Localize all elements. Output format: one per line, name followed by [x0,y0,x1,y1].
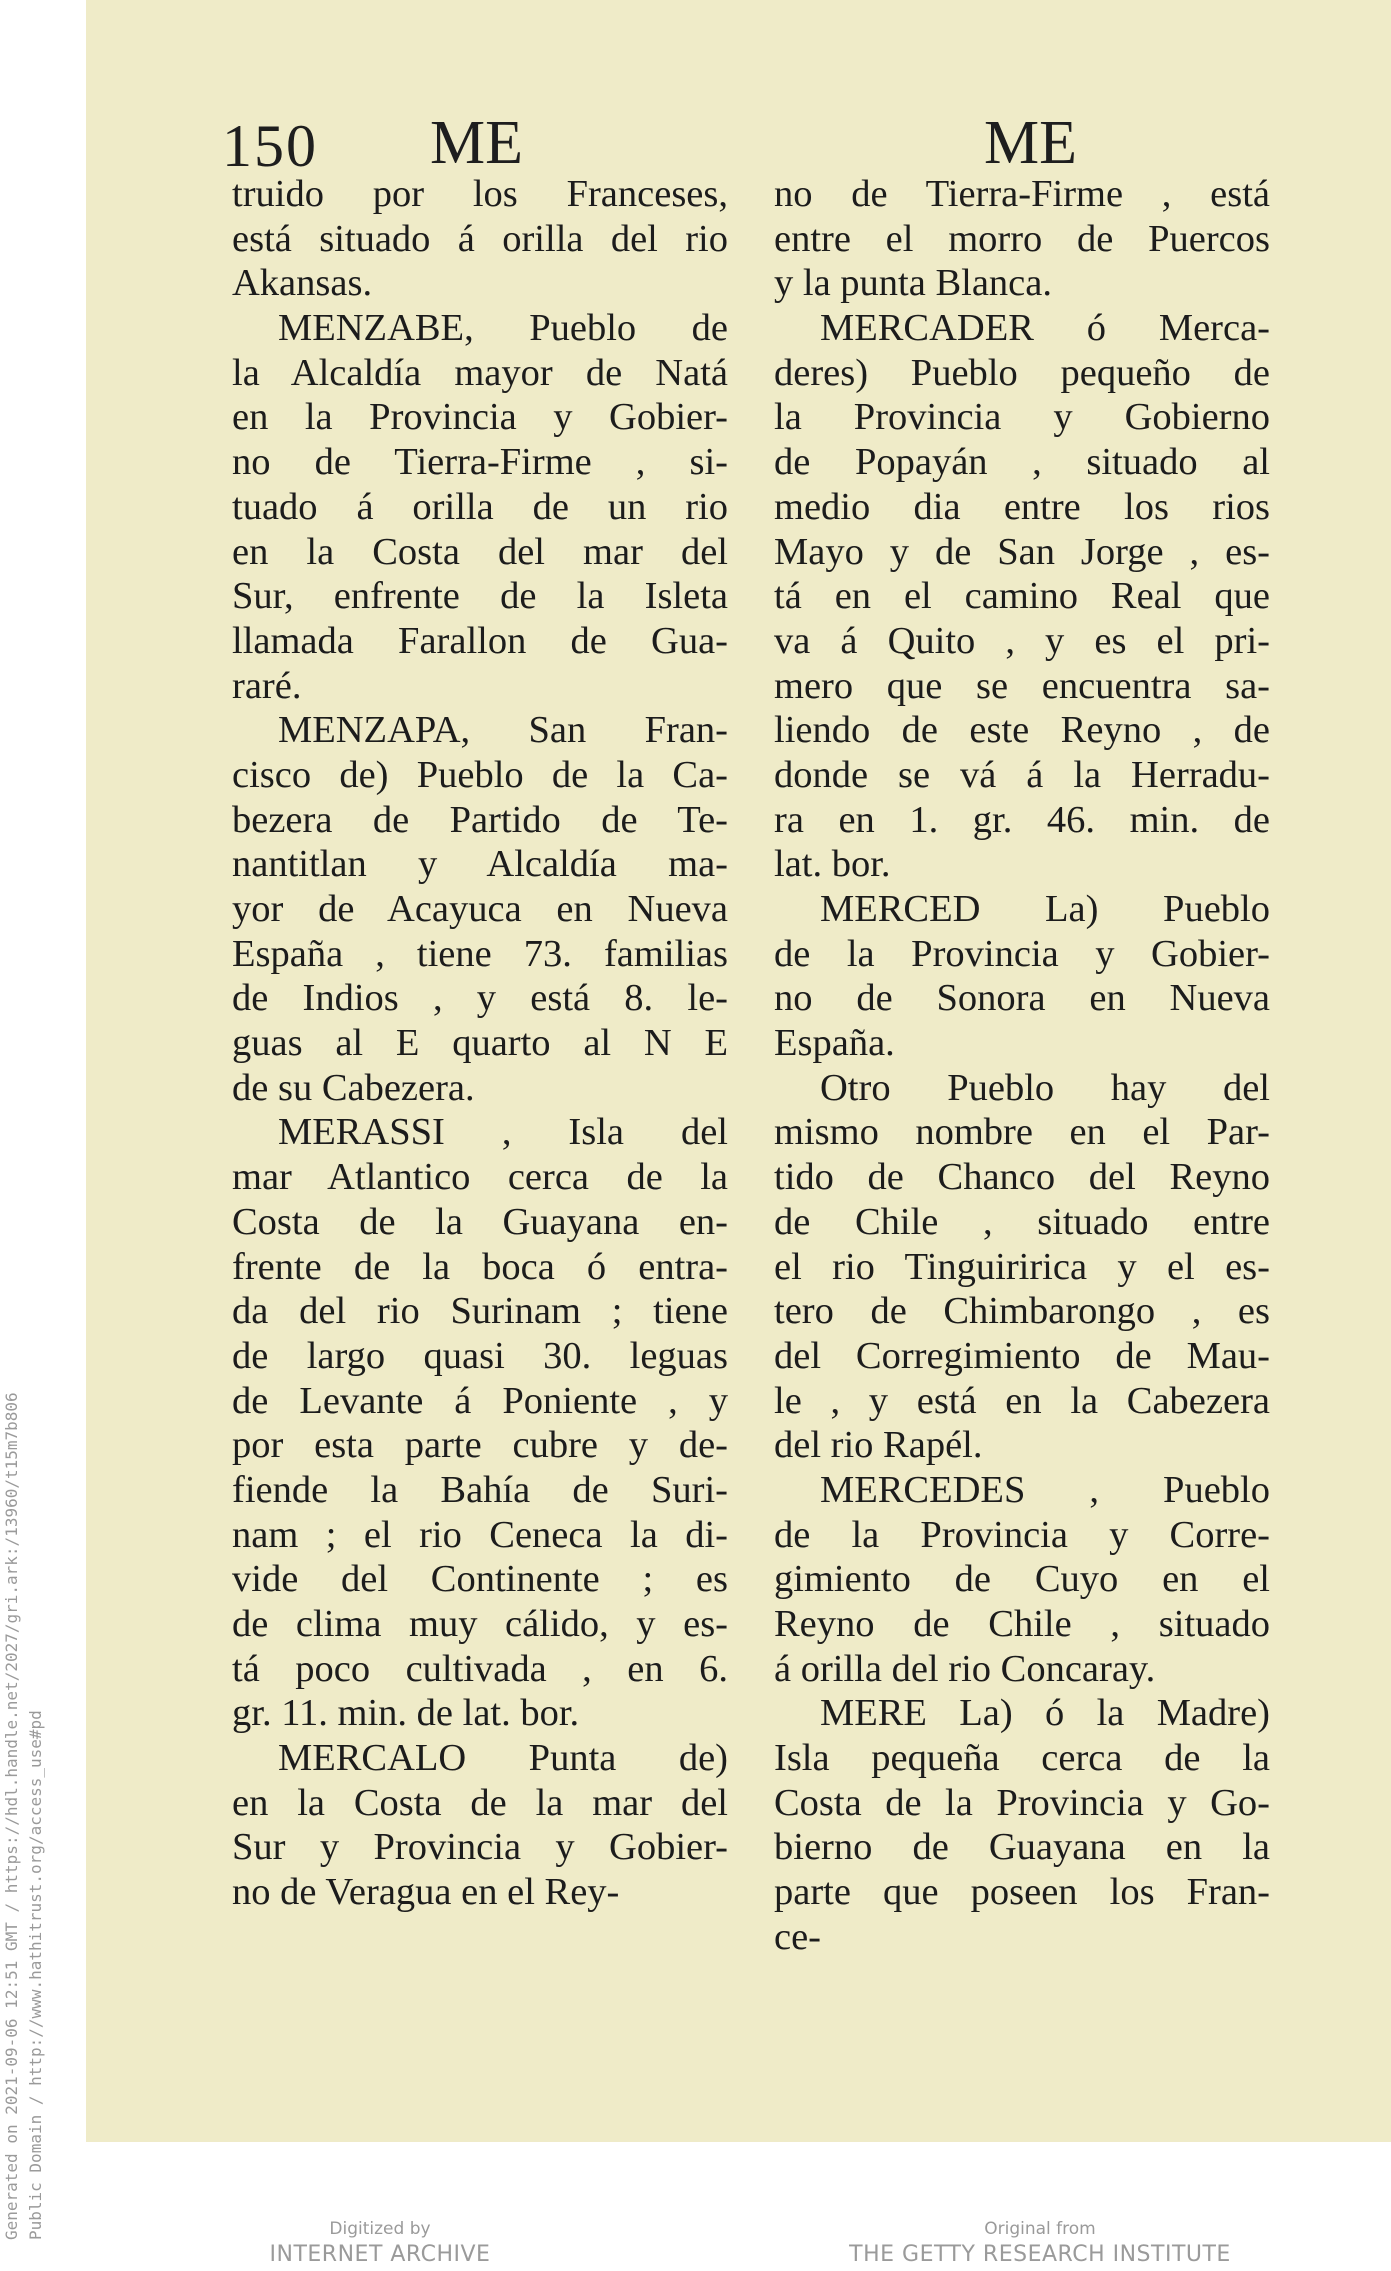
text-line: de Levante á Poniente , y [232,1379,728,1422]
digitizer-credit [220,2218,540,2270]
text-line: en la Costa del mar del [232,530,728,573]
internet-archive-label: INTERNET ARCHIVE [269,2242,491,2267]
text-line: tuado á orilla de un rio [232,485,728,528]
text-line: nam ; el rio Ceneca la di- [232,1513,728,1556]
text-line: España , tiene 73. familias [232,932,728,975]
text-line: raré. [232,664,302,707]
text-line: de la Provincia y Gobier- [774,932,1270,975]
text-line: de su Cabezera. [232,1066,475,1109]
getty-institute-label: THE GETTY RESEARCH INSTITUTE [849,2242,1231,2267]
text-line: tá poco cultivada , en 6. [232,1647,728,1690]
text-line: la Provincia y Gobierno [774,396,1270,439]
text-line: deres) Pueblo pequeño de [774,351,1270,394]
text-line: mero que se encuentra sa- [774,664,1270,707]
text-line: no de Veragua en el Rey- [232,1871,620,1914]
text-line: de largo quasi 30. leguas [232,1334,728,1377]
text-line: medio dia entre los rios [774,485,1270,528]
text-line: MERCED La) Pueblo [820,888,1270,930]
text-line: MERASSI , Isla del [278,1111,728,1154]
text-line: tá en el camino Real que [774,575,1270,618]
text-line: está situado á orilla del rio [232,217,728,260]
text-line: le , y está en la Cabezera [774,1379,1270,1422]
text-line: MERE La) ó la Madre) [820,1692,1270,1735]
text-line: va á Quito , y es el pri- [774,619,1270,662]
original-from-label: Original from [984,2219,1096,2239]
generation-note [0,1090,48,2240]
generation-note-line: Generated on 2021-09-06 12:51 GMT / https://hdl.handle.net/2027/gri.ark:/13960/t15m7b806 [2,1392,21,2240]
text-line: mar Atlantico cerca de la [232,1156,728,1199]
page-number: 150 [222,113,318,179]
text-line: y la punta Blanca. [774,262,1052,305]
text-line: Reyno de Chile , situado [774,1603,1270,1645]
text-line: truido por los Franceses, [232,173,728,215]
text-line: donde se vá á la Herradu- [774,753,1270,796]
text-line: no de Tierra-Firme , está [774,173,1270,215]
text-line: Costa de la Provincia y Go- [774,1781,1270,1824]
text-line: lat. bor. [774,843,891,886]
text-line: no de Tierra-Firme , si- [232,441,728,484]
text-line: á orilla del rio Concaray. [774,1647,1156,1690]
text-line: vide del Continente ; es [232,1558,728,1601]
text-line: llamada Farallon de Gua- [232,619,728,662]
text-line: Akansas. [232,262,373,305]
text-line: tido de Chanco del Reyno [774,1156,1270,1199]
text-line: por esta parte cubre y de- [232,1424,728,1467]
text-line: parte que poseen los Fran- [774,1871,1270,1914]
text-line: de la Provincia y Corre- [774,1513,1270,1556]
text-line: bierno de Guayana en la [774,1826,1270,1869]
text-line: gimiento de Cuyo en el [774,1558,1270,1601]
text-line: en la Provincia y Gobier- [232,396,728,439]
text-line: ce- [774,1915,821,1958]
text-line: ra en 1. gr. 46. min. de [774,798,1270,841]
digitized-by-label: Digitized by [329,2219,431,2239]
text-line: la Alcaldía mayor de Natá [232,351,728,394]
text-line: de Indios , y está 8. le- [232,977,728,1020]
text-line: de clima muy cálido, y es- [232,1603,728,1645]
text-line: tero de Chimbarongo , es [774,1290,1270,1333]
text-line: de Popayán , situado al [774,441,1270,484]
text-line: guas al E quarto al N E [232,1022,728,1065]
text-line: Mayo y de San Jorge , es- [774,530,1270,573]
text-line: da del rio Surinam ; tiene [232,1290,728,1333]
text-line: gr. 11. min. de lat. bor. [232,1692,580,1735]
right-running-head: ME [984,109,1077,177]
text-line: mismo nombre en el Par- [774,1111,1270,1154]
text-line: yor de Acayuca en Nueva [232,888,728,930]
right-text-column [774,172,1270,1960]
text-line: fiende la Bahía de Suri- [232,1468,728,1511]
text-line: del Corregimiento de Mau- [774,1334,1270,1377]
left-text-column [232,172,728,1915]
text-line: el rio Tinguiririca y el es- [774,1245,1270,1288]
text-line: España. [774,1022,895,1065]
text-line: Otro Pueblo hay del [820,1066,1270,1109]
left-running-head: ME [430,109,523,177]
text-line: bezera de Partido de Te- [232,798,728,841]
text-line: Sur y Provincia y Gobier- [232,1826,728,1869]
text-line: frente de la boca ó entra- [232,1245,728,1288]
text-line: MERCALO Punta de) [278,1737,728,1780]
text-line: MERCEDES , Pueblo [820,1468,1270,1511]
text-line: MENZABE, Pueblo de [278,307,728,350]
license-note-line: Public Domain / http://www.hathitrust.org/access_use#pd [26,1710,45,2240]
text-line: en la Costa de la mar del [232,1781,728,1824]
text-line: nantitlan y Alcaldía ma- [232,843,728,886]
text-line: de Chile , situado entre [774,1200,1270,1243]
text-line: MERCADER ó Merca- [820,307,1270,350]
text-line: Sur, enfrente de la Isleta [232,575,728,618]
text-line: Isla pequeña cerca de la [774,1737,1270,1780]
original-source-credit [840,2218,1240,2270]
text-line: cisco de) Pueblo de la Ca- [232,753,728,796]
text-line: MENZAPA, San Fran- [278,709,728,752]
text-line: no de Sonora en Nueva [774,977,1270,1020]
text-line: liendo de este Reyno , de [774,709,1270,752]
text-line: Costa de la Guayana en- [232,1200,728,1243]
text-line: del rio Rapél. [774,1424,983,1467]
text-line: entre el morro de Puercos [774,217,1270,260]
